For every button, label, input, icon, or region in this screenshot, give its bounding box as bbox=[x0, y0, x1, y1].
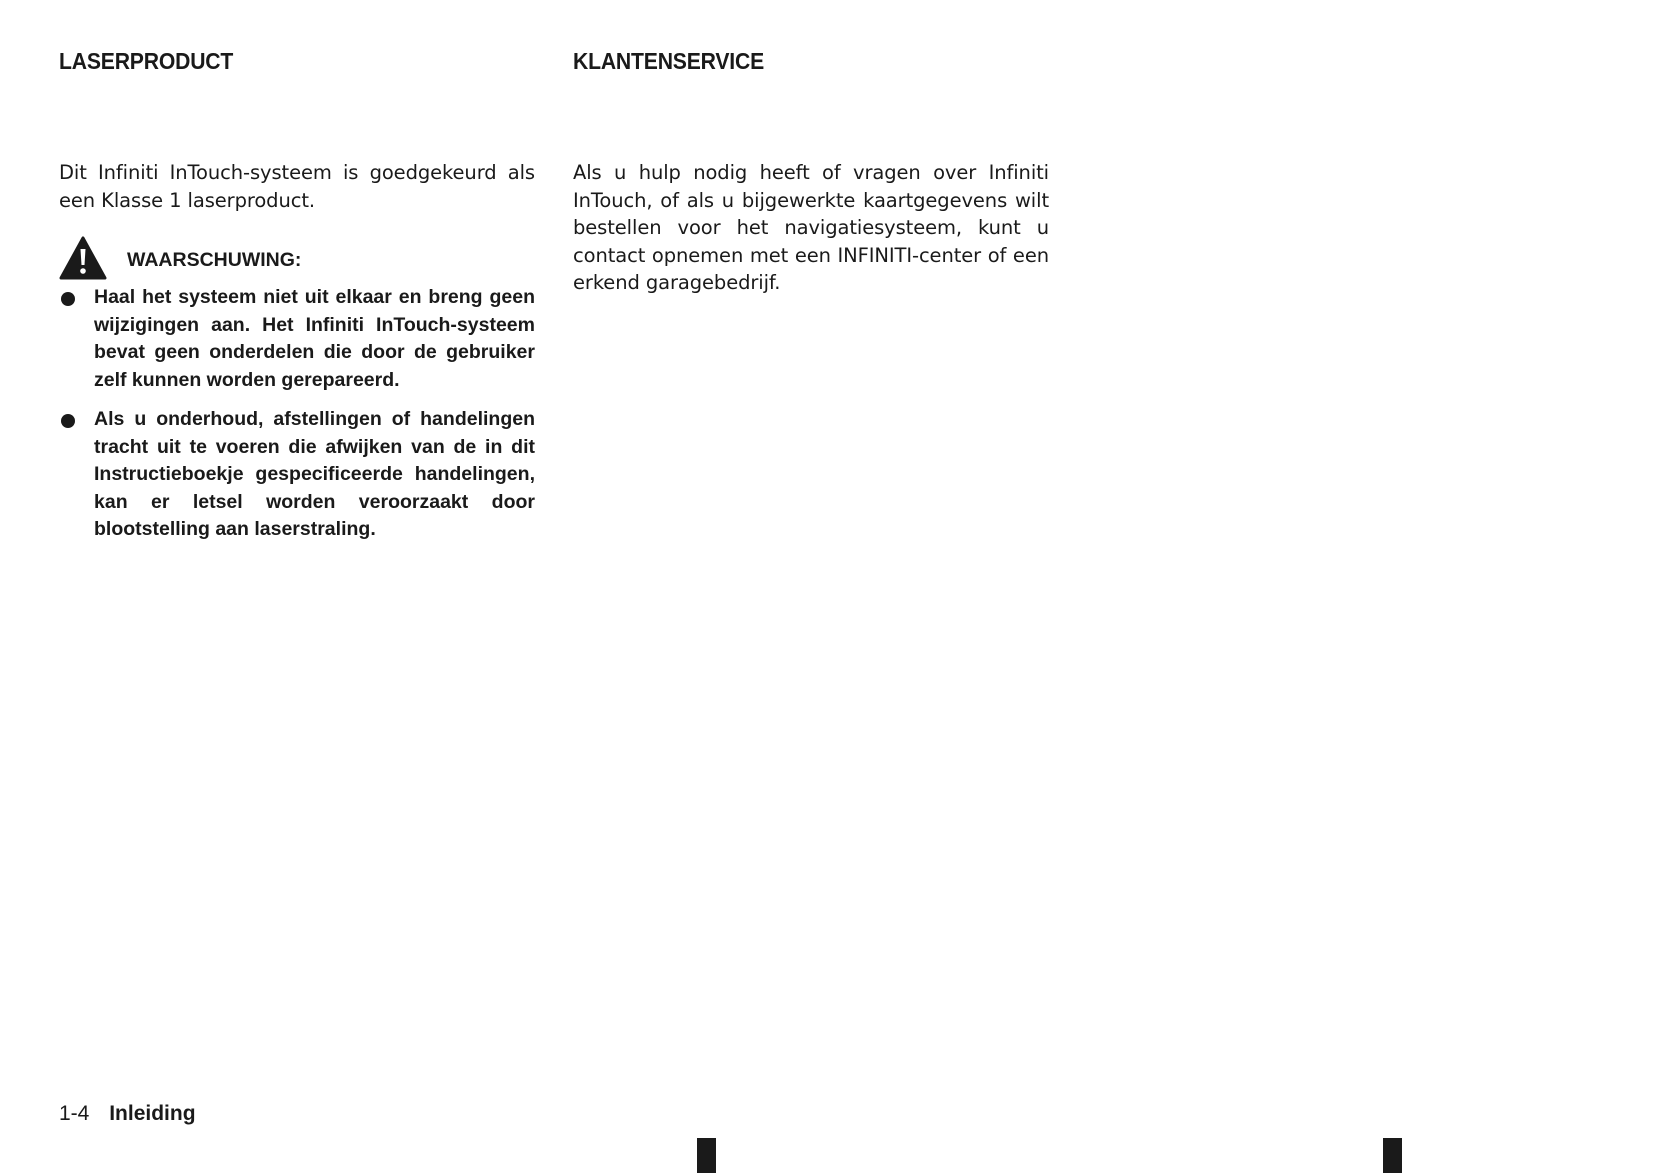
laserproduct-intro: Dit Infiniti InTouch-systeem is goedgekeurd als een Klasse 1 laserproduct. bbox=[59, 161, 535, 212]
warning-list-item bbox=[59, 284, 535, 394]
heading-laserproduct: LASERPRODUCT bbox=[59, 48, 234, 74]
bullet-icon bbox=[61, 292, 75, 306]
edge-mark bbox=[697, 1138, 716, 1173]
warning-text: Haal het systeem niet uit elkaar en breng geen wijzigingen aan. Het Infiniti InTouch-systeem bevat geen onderdelen die door de gebruiker zelf kunnen worden gerepareerd. bbox=[94, 286, 535, 391]
warning-list bbox=[59, 284, 535, 556]
warning-label: WAARSCHUWING: bbox=[127, 248, 302, 271]
heading-klantenservice: KLANTENSERVICE bbox=[573, 48, 765, 74]
warning-text: Als u onderhoud, afstellingen of handelingen tracht uit te voeren die afwijken van de in dit Instructieboekje gespecificeerde handelingen, kan er letsel worden veroorzaakt door blootstelling aan laserstraling. bbox=[94, 408, 535, 540]
section-name: Inleiding bbox=[109, 1102, 196, 1125]
warning-triangle-icon bbox=[59, 236, 107, 280]
warning-list-item bbox=[59, 406, 535, 544]
bullet-icon bbox=[61, 414, 75, 428]
edge-mark bbox=[1383, 1138, 1402, 1173]
klantenservice-body: Als u hulp nodig heeft of vragen over Infiniti InTouch, of als u bijgewerkte kaartgegevens wilt bestellen voor het navigatiesysteem, kunt u contact opnemen met een INFINITI-center of een erkend garagebedrijf. bbox=[573, 161, 1049, 294]
warning-header bbox=[59, 236, 301, 280]
page-number: 1-4 bbox=[59, 1102, 90, 1125]
page-footer bbox=[59, 1102, 196, 1126]
